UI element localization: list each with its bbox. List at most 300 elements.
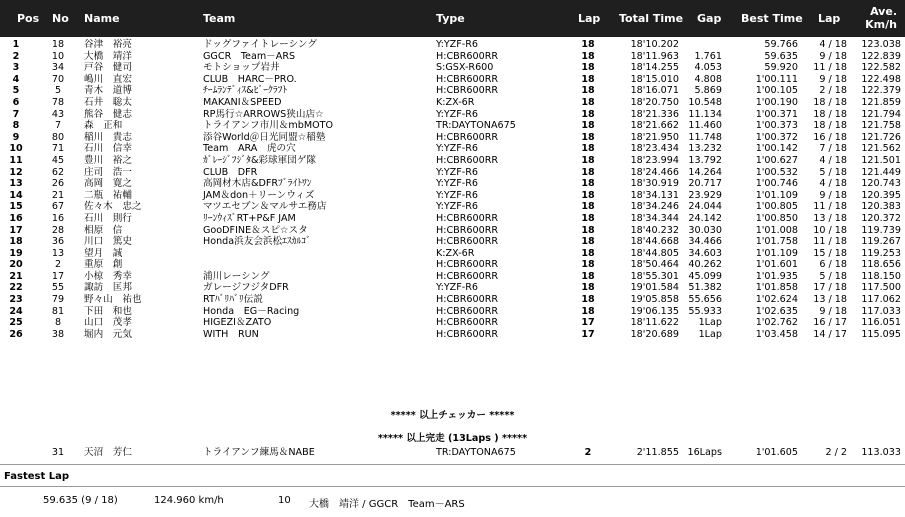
table-row <box>0 62 905 74</box>
cell-gap: 45.099 <box>688 270 722 282</box>
cell-best-lap: 11 / 18 <box>813 236 847 248</box>
cell-gap: 11.748 <box>688 131 722 143</box>
cell-no: 55 <box>51 282 65 294</box>
cell-total-time: 18'21.336 <box>630 108 679 120</box>
cell-team: CLUB HARC－PRO. <box>203 73 297 85</box>
cell-type: Y:YZF-R6 <box>436 39 478 50</box>
table-row <box>0 317 905 329</box>
cell-type: TR:DAYTONA675 <box>436 447 516 458</box>
cell-team: Honda EG－Racing <box>203 305 300 317</box>
cell-best-lap: 18 / 18 <box>813 108 847 120</box>
cell-ave-speed: 121.501 <box>861 154 901 166</box>
cell-total-time: 2'11.855 <box>636 447 679 458</box>
cell-ave-speed: 122.379 <box>861 85 901 97</box>
cell-total-time: 19'06.135 <box>630 305 679 317</box>
cell-name: 戸谷 健司 <box>84 62 132 74</box>
cell-type: S:GSX-R600 <box>436 62 494 74</box>
cell-no: 13 <box>51 247 65 259</box>
cell-lap: 18 <box>581 259 595 271</box>
cell-lap: 18 <box>581 154 595 166</box>
cell-lap: 18 <box>581 282 595 294</box>
cell-gap: 24.044 <box>688 201 722 213</box>
cell-no: 31 <box>51 447 65 458</box>
header-ave-line2: Km/h <box>865 18 897 31</box>
cell-best-lap: 18 / 18 <box>813 96 847 108</box>
cell-name: 稲川 貴志 <box>84 131 132 143</box>
header-pos: Pos <box>17 12 40 25</box>
cell-team: ｶﾞﾚｰｼﾞﾌｼﾞﾀ&彩球軍団ゲ隊 <box>203 154 317 166</box>
cell-lap: 18 <box>581 294 595 306</box>
cell-type: H:CBR600RR <box>436 328 499 340</box>
cell-ave-speed: 120.743 <box>861 178 901 190</box>
cell-name: 森 正和 <box>84 120 123 132</box>
cell-no: 36 <box>51 236 65 248</box>
cell-type: H:CBR600RR <box>436 224 499 236</box>
cell-total-time: 18'21.662 <box>630 120 679 132</box>
table-row <box>0 143 905 155</box>
cell-total-time: 18'44.668 <box>630 236 679 248</box>
cell-team: RP馬行☆ARROWS狭山店☆ <box>203 108 324 120</box>
cell-pos: 1 <box>12 39 20 50</box>
cell-lap: 18 <box>581 166 595 178</box>
cell-lap: 18 <box>581 189 595 201</box>
cell-no: 67 <box>51 201 65 213</box>
cell-no: 34 <box>51 62 65 74</box>
cell-no: 7 <box>54 120 62 132</box>
table-row <box>0 97 905 109</box>
cell-best-time: 59.766 <box>764 39 798 50</box>
cell-name: 小椋 秀幸 <box>84 270 132 282</box>
cell-ave-speed: 121.562 <box>861 143 901 155</box>
cell-total-time: 18'21.950 <box>630 131 679 143</box>
cell-lap: 18 <box>581 224 595 236</box>
cell-type: H:CBR600RR <box>436 236 499 248</box>
table-row <box>0 259 905 271</box>
cell-total-time: 18'10.202 <box>630 39 679 50</box>
cell-name: 石川 信幸 <box>84 143 132 155</box>
cell-ave-speed: 121.859 <box>861 96 901 108</box>
cell-lap: 18 <box>581 120 595 132</box>
cell-ave-speed: 120.383 <box>861 201 901 213</box>
cell-pos: 12 <box>9 166 23 178</box>
checker-note: ***** 以上チェッカー ***** <box>390 410 515 421</box>
cell-pos: 21 <box>9 270 23 282</box>
non-finisher-row <box>0 447 905 459</box>
cell-name: 高岡 寛之 <box>84 178 132 190</box>
table-row <box>0 109 905 121</box>
cell-best-lap: 16 / 18 <box>813 131 847 143</box>
cell-best-lap: 13 / 18 <box>813 212 847 224</box>
header-team: Team <box>203 12 236 25</box>
cell-gap: 1.761 <box>694 50 722 62</box>
header-gap: Gap <box>697 12 722 25</box>
cell-gap: 34.603 <box>688 247 722 259</box>
table-row <box>0 294 905 306</box>
cell-best-time: 1'00.532 <box>755 166 798 178</box>
cell-no: 45 <box>51 154 65 166</box>
cell-ave-speed: 121.449 <box>861 166 901 178</box>
cell-best-time: 1'00.627 <box>755 154 798 166</box>
cell-no: 43 <box>51 108 65 120</box>
table-row <box>0 248 905 260</box>
cell-ave-speed: 115.095 <box>861 328 901 340</box>
cell-name: 熊谷 健志 <box>84 108 132 120</box>
cell-lap: 18 <box>581 270 595 282</box>
cell-total-time: 18'55.301 <box>630 270 679 282</box>
cell-total-time: 18'11.963 <box>630 50 679 62</box>
cell-lap: 18 <box>581 178 595 190</box>
cell-total-time: 18'14.255 <box>630 62 679 74</box>
cell-team: マツエセブン＆マルサエ務店 <box>203 201 327 213</box>
cell-no: 21 <box>51 189 65 201</box>
cell-type: H:CBR600RR <box>436 305 499 317</box>
cell-no: 18 <box>51 39 65 50</box>
cell-total-time: 18'11.622 <box>630 317 679 329</box>
cell-total-time: 18'34.344 <box>630 212 679 224</box>
cell-type: H:CBR600RR <box>436 131 499 143</box>
cell-pos: 19 <box>9 247 23 259</box>
cell-gap: 10.548 <box>688 96 722 108</box>
cell-gap: 14.264 <box>688 166 722 178</box>
cell-team: RTﾊﾞﾘﾊﾞﾘ伝説 <box>203 294 263 306</box>
cell-no: 2 <box>54 259 62 271</box>
cell-pos: 10 <box>9 143 23 155</box>
cell-pos: 25 <box>9 317 23 329</box>
cell-team: GGCR Team－ARS <box>203 50 296 62</box>
cell-lap: 17 <box>581 317 595 329</box>
cell-name: 石井 聡太 <box>84 96 132 108</box>
table-row <box>0 39 905 51</box>
cell-type: Y:YZF-R6 <box>436 108 478 120</box>
cell-pos: 13 <box>9 178 23 190</box>
cell-best-lap: 10 / 18 <box>813 224 847 236</box>
table-row <box>0 329 905 341</box>
cell-type: H:CBR600RR <box>436 270 499 282</box>
cell-team: JAM＆don＋リーンウィズ <box>203 189 315 201</box>
cell-type: Y:YZF-R6 <box>436 282 478 294</box>
cell-best-lap: 9 / 18 <box>819 73 847 85</box>
cell-no: 38 <box>51 328 65 340</box>
header-ave-line1: Ave. <box>870 5 897 18</box>
cell-ave-speed: 120.395 <box>861 189 901 201</box>
table-row <box>0 74 905 86</box>
cell-ave-speed: 118.656 <box>861 259 901 271</box>
cell-best-time: 1'00.850 <box>755 212 798 224</box>
cell-lap: 18 <box>581 201 595 213</box>
cell-best-lap: 18 / 18 <box>813 120 847 132</box>
cell-total-time: 18'16.071 <box>630 85 679 97</box>
cell-name: 佐々木 忠之 <box>84 201 142 213</box>
cell-total-time: 18'50.464 <box>630 259 679 271</box>
cell-pos: 11 <box>9 154 23 166</box>
cell-best-lap: 5 / 18 <box>819 270 847 282</box>
cell-type: H:CBR600RR <box>436 294 499 306</box>
cell-name: 豊川 裕之 <box>84 154 132 166</box>
cell-gap: 1Lap <box>698 328 722 340</box>
cell-type: H:CBR600RR <box>436 73 499 85</box>
cell-best-time: 1'01.008 <box>755 224 798 236</box>
cell-pos: 7 <box>12 108 20 120</box>
table-row <box>0 213 905 225</box>
cell-pos: 20 <box>9 259 23 271</box>
cell-best-lap: 17 / 18 <box>813 282 847 294</box>
cell-best-time: 1'01.601 <box>755 259 798 271</box>
cell-best-time: 1'02.762 <box>755 317 798 329</box>
cell-lap: 18 <box>581 143 595 155</box>
cell-type: K:ZX-6R <box>436 247 475 259</box>
cell-best-time: 1'00.142 <box>755 143 798 155</box>
fastest-lap-speed: 124.960 km/h <box>154 495 224 506</box>
cell-total-time: 18'23.434 <box>630 143 679 155</box>
table-row <box>0 306 905 318</box>
cell-lap: 18 <box>581 108 595 120</box>
cell-pos: 14 <box>9 189 23 201</box>
cell-best-lap: 15 / 18 <box>813 247 847 259</box>
cell-best-lap: 16 / 17 <box>813 317 847 329</box>
cell-total-time: 18'24.466 <box>630 166 679 178</box>
cell-ave-speed: 119.253 <box>861 247 901 259</box>
cell-no: 70 <box>51 73 65 85</box>
cell-gap: 11.134 <box>688 108 722 120</box>
cell-name: 庄司 浩一 <box>84 166 132 178</box>
cell-lap: 18 <box>581 131 595 143</box>
table-row <box>0 167 905 179</box>
cell-total-time: 18'44.805 <box>630 247 679 259</box>
cell-best-time: 1'00.805 <box>755 201 798 213</box>
cell-best-lap: 14 / 17 <box>813 328 847 340</box>
cell-gap: 11.460 <box>688 120 722 132</box>
cell-best-lap: 7 / 18 <box>819 143 847 155</box>
cell-pos: 9 <box>12 131 20 143</box>
cell-ave-speed: 113.033 <box>861 447 901 458</box>
table-row <box>0 201 905 213</box>
cell-best-time: 1'00.105 <box>755 85 798 97</box>
cell-no: 10 <box>51 50 65 62</box>
cell-ave-speed: 117.500 <box>861 282 901 294</box>
separator-bottom <box>0 486 905 487</box>
cell-name: 望月 誠 <box>84 247 123 259</box>
cell-lap: 18 <box>581 39 595 50</box>
cell-lap: 18 <box>581 73 595 85</box>
cell-name: 相原 信 <box>84 224 123 236</box>
cell-team: GooDFINE＆スピ☆スタ <box>203 224 308 236</box>
table-row <box>0 51 905 63</box>
cell-gap: 55.933 <box>688 305 722 317</box>
cell-lap: 18 <box>581 62 595 74</box>
cell-best-time: 1'01.109 <box>755 189 798 201</box>
cell-type: Y:YZF-R6 <box>436 178 478 190</box>
cell-name: 山口 茂孝 <box>84 317 132 329</box>
cell-type: Y:YZF-R6 <box>436 166 478 178</box>
fastest-lap-title: Fastest Lap <box>4 471 69 482</box>
cell-gap: 4.808 <box>694 73 722 85</box>
header-type: Type <box>436 12 465 25</box>
cell-lap: 18 <box>581 96 595 108</box>
cell-lap: 18 <box>581 247 595 259</box>
cell-type: H:CBR600RR <box>436 154 499 166</box>
cell-best-time: 1'03.458 <box>755 328 798 340</box>
cell-best-time: 1'01.109 <box>755 247 798 259</box>
cell-best-time: 1'01.605 <box>755 447 798 458</box>
cell-best-time: 1'00.372 <box>755 131 798 143</box>
cell-type: H:CBR600RR <box>436 212 499 224</box>
cell-no: 16 <box>51 212 65 224</box>
cell-best-lap: 2 / 18 <box>819 85 847 97</box>
header-total-time: Total Time <box>619 12 684 25</box>
cell-pos: 8 <box>12 120 20 132</box>
cell-pos: 3 <box>12 62 20 74</box>
cell-pos: 18 <box>9 236 23 248</box>
separator-top <box>0 464 905 465</box>
cell-name: 重原 創 <box>84 259 123 271</box>
cell-type: H:CBR600RR <box>436 317 499 329</box>
cell-total-time: 19'05.858 <box>630 294 679 306</box>
cell-team: CLUB DFR <box>203 166 258 178</box>
cell-lap: 18 <box>581 305 595 317</box>
cell-best-time: 1'00.371 <box>755 108 798 120</box>
cell-gap: 16Laps <box>687 447 722 458</box>
cell-ave-speed: 119.267 <box>861 236 901 248</box>
cell-no: 79 <box>51 294 65 306</box>
fastest-lap-time: 59.635 (9 / 18) <box>43 495 118 506</box>
table-row <box>0 190 905 202</box>
cell-name: 川口 篤史 <box>84 236 132 248</box>
cell-best-time: 1'02.624 <box>755 294 798 306</box>
cell-gap: 24.142 <box>688 212 722 224</box>
cell-name: 谷津 裕亮 <box>84 39 132 50</box>
table-row <box>0 282 905 294</box>
cell-no: 26 <box>51 178 65 190</box>
cell-no: 71 <box>51 143 65 155</box>
cell-team: 添谷World＠日光同盟☆稲塾 <box>203 131 326 143</box>
cell-pos: 17 <box>9 224 23 236</box>
cell-name: 野々山 祐也 <box>84 294 142 306</box>
cell-gap: 1Lap <box>698 317 722 329</box>
cell-lap: 18 <box>581 236 595 248</box>
cell-lap: 2 <box>584 447 592 458</box>
cell-lap: 18 <box>581 85 595 97</box>
cell-ave-speed: 117.062 <box>861 294 901 306</box>
header-best-time: Best Time <box>741 12 803 25</box>
cell-type: TR:DAYTONA675 <box>436 120 516 132</box>
cell-no: 80 <box>51 131 65 143</box>
cell-no: 5 <box>54 85 62 97</box>
cell-type: Y:YZF-R6 <box>436 189 478 201</box>
cell-pos: 23 <box>9 294 23 306</box>
cell-best-lap: 4 / 18 <box>819 178 847 190</box>
cell-best-lap: 9 / 18 <box>819 50 847 62</box>
cell-lap: 18 <box>581 50 595 62</box>
table-row <box>0 155 905 167</box>
cell-name: 二瓶 祐輔 <box>84 189 132 201</box>
cell-ave-speed: 122.582 <box>861 62 901 74</box>
cell-type: Y:YZF-R6 <box>436 201 478 213</box>
cell-best-time: 1'01.858 <box>755 282 798 294</box>
cell-no: 28 <box>51 224 65 236</box>
cell-best-lap: 9 / 18 <box>819 305 847 317</box>
cell-ave-speed: 119.739 <box>861 224 901 236</box>
cell-no: 8 <box>54 317 62 329</box>
cell-team: トライアンフ市川＆mbMOTO <box>203 120 334 132</box>
header-ave-speed <box>865 5 897 31</box>
cell-total-time: 18'34.246 <box>630 201 679 213</box>
cell-best-time: 59.635 <box>764 50 798 62</box>
cell-no: 17 <box>51 270 65 282</box>
cell-gap: 55.656 <box>688 294 722 306</box>
cell-best-lap: 4 / 18 <box>819 154 847 166</box>
cell-pos: 22 <box>9 282 23 294</box>
cell-best-lap: 9 / 18 <box>819 189 847 201</box>
cell-ave-speed: 118.150 <box>861 270 901 282</box>
cell-best-time: 1'00.373 <box>755 120 798 132</box>
results-table <box>0 39 905 340</box>
cell-total-time: 19'01.584 <box>630 282 679 294</box>
header-name: Name <box>84 12 120 25</box>
cell-ave-speed: 117.033 <box>861 305 901 317</box>
fastest-lap-rider: 大橋 靖洋 / GGCR Team－ARS <box>309 499 465 510</box>
cell-gap: 5.869 <box>694 85 722 97</box>
cell-team: 浦川レーシング <box>203 270 270 282</box>
cell-ave-speed: 120.372 <box>861 212 901 224</box>
cell-ave-speed: 122.839 <box>861 50 901 62</box>
header-best-lap: Lap <box>818 12 841 25</box>
cell-type: H:CBR600RR <box>436 85 499 97</box>
cell-pos: 5 <box>12 85 20 97</box>
table-row <box>0 271 905 283</box>
cell-total-time: 18'40.232 <box>630 224 679 236</box>
cell-total-time: 18'20.689 <box>630 328 679 340</box>
cell-name: 大橋 靖洋 <box>84 50 132 62</box>
cell-best-lap: 13 / 18 <box>813 294 847 306</box>
cell-team: 高岡材木店&DFRﾌﾞﾗｲﾄﾜﾝ <box>203 178 312 190</box>
cell-type: H:CBR600RR <box>436 50 499 62</box>
header-lap: Lap <box>578 12 601 25</box>
cell-no: 62 <box>51 166 65 178</box>
cell-name: 石川 則行 <box>84 212 132 224</box>
cell-gap: 4.053 <box>694 62 722 74</box>
cell-gap: 51.382 <box>688 282 722 294</box>
cell-gap: 23.929 <box>688 189 722 201</box>
cell-ave-speed: 121.758 <box>861 120 901 132</box>
table-row <box>0 120 905 132</box>
cell-pos: 15 <box>9 201 23 213</box>
cell-team: MAKANI＆SPEED <box>203 96 282 108</box>
cell-best-time: 1'00.190 <box>755 96 798 108</box>
cell-pos: 24 <box>9 305 23 317</box>
cell-pos: 4 <box>12 73 20 85</box>
cell-total-time: 18'20.750 <box>630 96 679 108</box>
cell-total-time: 18'30.919 <box>630 178 679 190</box>
table-row <box>0 236 905 248</box>
cell-gap: 40.262 <box>688 259 722 271</box>
cell-name: 諏訪 匡邦 <box>84 282 132 294</box>
cell-team: ガレージフジタDFR <box>203 282 289 294</box>
cell-pos: 26 <box>9 328 23 340</box>
cell-no: 81 <box>51 305 65 317</box>
cell-best-lap: 11 / 18 <box>813 62 847 74</box>
cell-ave-speed: 122.498 <box>861 73 901 85</box>
cell-name: 青木 道博 <box>84 85 132 97</box>
cell-team: モトショップ岩井 <box>203 62 280 74</box>
cell-team: WITH RUN <box>203 328 259 340</box>
header-no: No <box>52 12 69 25</box>
cell-team: HIGEZI＆ZATO <box>203 317 272 329</box>
cell-name: 嶋川 直宏 <box>84 73 132 85</box>
cell-type: Y:YZF-R6 <box>436 143 478 155</box>
cell-lap: 18 <box>581 212 595 224</box>
cell-ave-speed: 121.794 <box>861 108 901 120</box>
table-row <box>0 132 905 144</box>
